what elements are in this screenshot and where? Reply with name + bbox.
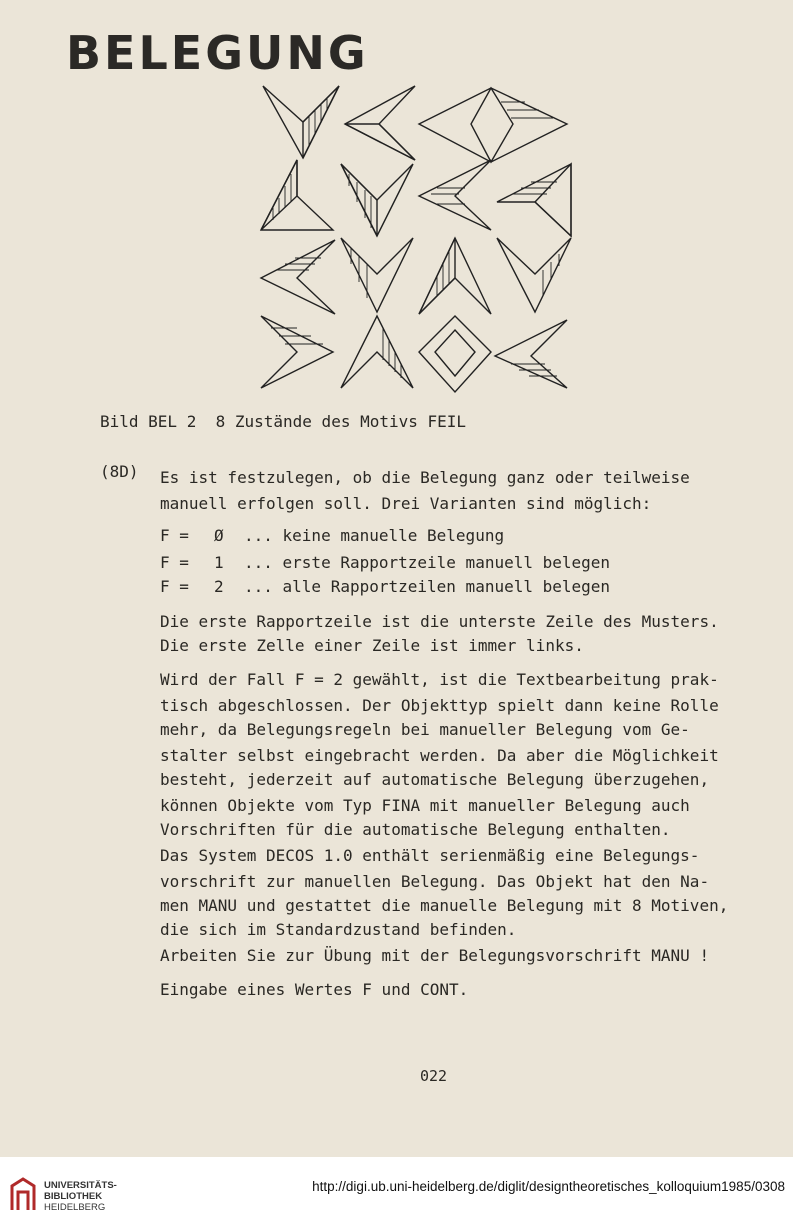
paragraph-line: stalter selbst eingebracht werden. Da aber die Möglichkeit [160, 746, 719, 765]
feil-motif-14 [419, 316, 491, 392]
feil-motif-2 [345, 86, 415, 160]
option-value: 1 [214, 553, 224, 572]
page-number: 022 [420, 1067, 448, 1085]
feil-motif-11 [497, 238, 571, 312]
intro-line: manuell erfolgen soll. Drei Varianten sind möglich: [160, 494, 652, 513]
paragraph-line: Die erste Zelle einer Zeile ist immer links. [160, 636, 584, 655]
paragraph-line: Das System DECOS 1.0 enthält serienmäßig eine Belegungs- [160, 846, 700, 865]
source-url-link[interactable]: http://digi.ub.uni-heidelberg.de/diglit/designtheoretisches_kolloquium1985/0308 [312, 1179, 785, 1194]
section-tag: (8D) [100, 462, 139, 481]
feil-motif-15 [495, 320, 567, 388]
paragraph-line: die sich im Standardzustand befinden. [160, 920, 517, 939]
feil-motif-3 [419, 88, 567, 162]
paragraph-line: mehr, da Belegungsregeln bei manueller Belegung vom Ge- [160, 720, 690, 739]
paragraph-line: Die erste Rapportzeile ist die unterste Zeile des Musters. [160, 612, 719, 631]
feil-motif-7 [497, 164, 571, 236]
library-name-line: HEIDELBERG [44, 1202, 106, 1213]
library-logo-icon [8, 1176, 38, 1214]
paragraph-line: Wird der Fall F = 2 gewählt, ist die Textbearbeitung prak- [160, 670, 719, 689]
page-heading: BELEGUNG [66, 26, 369, 80]
feil-motif-9 [341, 238, 413, 312]
paragraph-line: besteht, jederzeit auf automatische Belegung überzugehen, [160, 770, 710, 789]
intro-line: Es ist festzulegen, ob die Belegung ganz oder teilweise [160, 468, 690, 487]
closing-line: Eingabe eines Wertes F und CONT. [160, 980, 469, 999]
option-value: Ø [214, 526, 224, 545]
feil-motif-4 [261, 160, 333, 230]
option-text: ... keine manuelle Belegung [244, 526, 505, 545]
option-text: ... erste Rapportzeile manuell belegen [244, 553, 611, 572]
paragraph-line: können Objekte vom Typ FINA mit manueller Belegung auch [160, 796, 690, 815]
option-text: ... alle Rapportzeilen manuell belegen [244, 577, 611, 596]
feil-motif-1 [263, 86, 339, 158]
paragraph-line: Vorschriften für die automatische Belegung enthalten. [160, 820, 671, 839]
paragraph-line: men MANU und gestattet die manuelle Belegung mit 8 Motiven, [160, 896, 729, 915]
library-name-line: UNIVERSITÄTS- [44, 1180, 117, 1191]
feil-motif-13 [341, 316, 413, 388]
feil-motif-5 [341, 164, 413, 236]
paragraph-line: vorschrift zur manuellen Belegung. Das Objekt hat den Na- [160, 872, 710, 891]
feil-motif-12 [261, 316, 333, 388]
option-label: F = [160, 526, 189, 545]
feil-motif-figure [255, 80, 575, 400]
library-name-line: BIBLIOTHEK [44, 1191, 103, 1202]
feil-motif-8 [261, 240, 335, 314]
figure-caption: Bild BEL 2 8 Zustände des Motivs FEIL [100, 412, 467, 431]
feil-motif-6 [419, 160, 491, 230]
library-name [44, 1180, 117, 1213]
paragraph-line: tisch abgeschlossen. Der Objekttyp spielt dann keine Rolle [160, 696, 719, 715]
paragraph-line: Arbeiten Sie zur Übung mit der Belegungsvorschrift MANU ! [160, 946, 710, 965]
option-label: F = [160, 577, 189, 596]
feil-motif-10 [419, 238, 491, 314]
option-label: F = [160, 553, 189, 572]
option-value: 2 [214, 577, 224, 596]
